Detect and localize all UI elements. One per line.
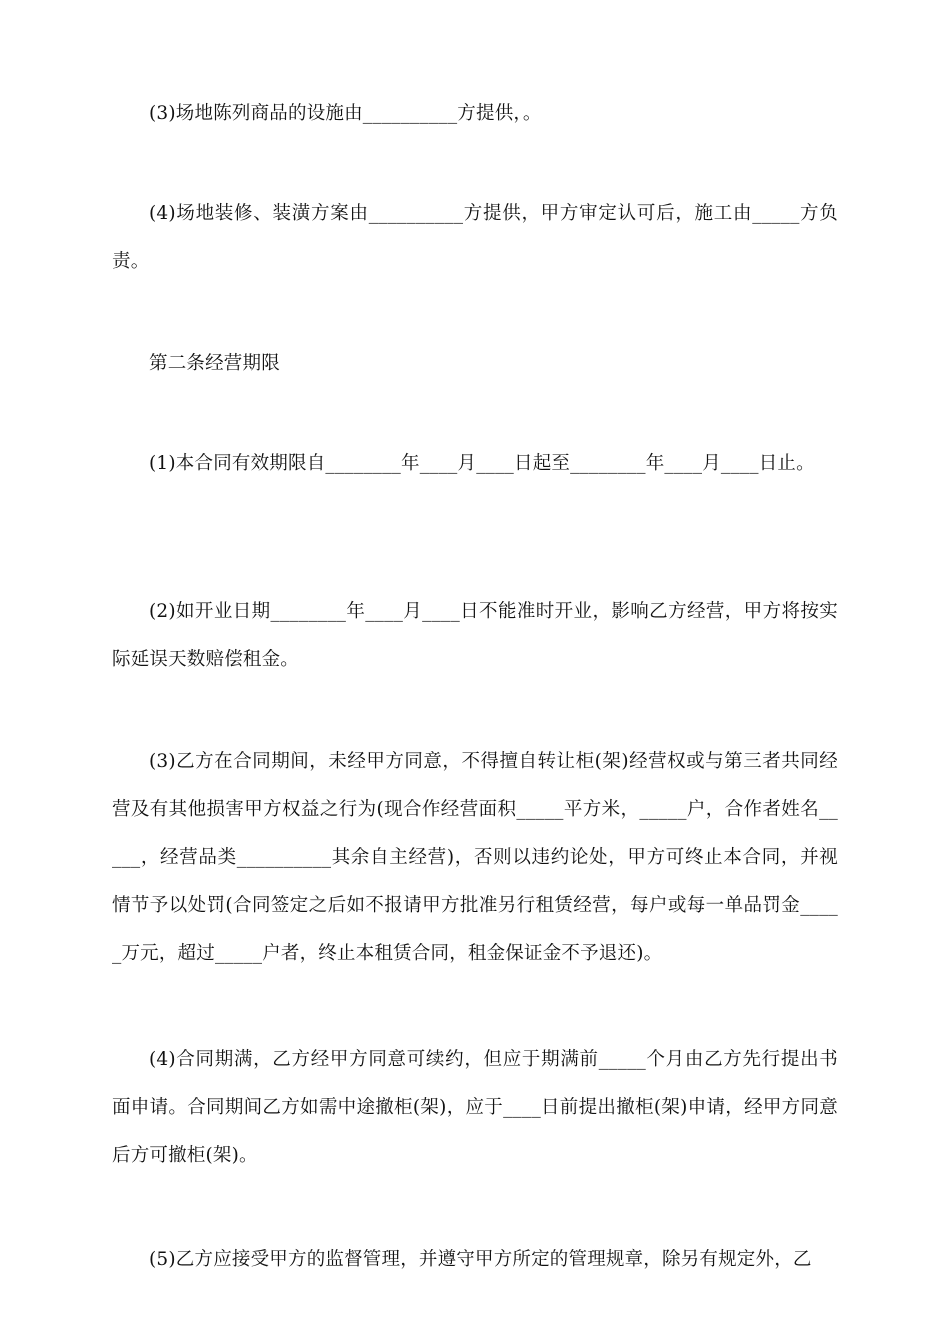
clause-paragraph: (3)乙方在合同期间，未经甲方同意，不得擅自转让柜(架)经营权或与第三者共同经营及有其他损害甲方权益之行为(现合作经营面积_____平方米，_____户，合作者姓名_____，经营品类__________其余自主经营)，否则以违约论处，甲方可终止本合同，并视情节予以处罚(合同签定之后如不报请甲方批准另行租赁经营，每户或每一单品罚金_____万元，超过_____户者，终止本租赁合同，租金保证金不予退还)。 bbox=[112, 751, 838, 964]
clause-paragraph: (2)如开业日期________年____月____日不能准时开业，影响乙方经营，甲方将按实际延误天数赔偿租金。 bbox=[112, 601, 838, 670]
clause-paragraph: (4)场地装修、装潢方案由__________方提供，甲方审定认可后，施工由_____方负责。 bbox=[112, 203, 838, 272]
clause-paragraph: (3)场地陈列商品的设施由__________方提供，。 bbox=[149, 103, 542, 124]
clause-paragraph: (4)合同期满，乙方经甲方同意可续约，但应于期满前_____个月由乙方先行提出书面申请。合同期间乙方如需中途撤柜(架)，应于____日前提出撤柜(架)申请，经甲方同意后方可撤柜(架)。 bbox=[112, 1049, 838, 1166]
clause-paragraph: (1)本合同有效期限自________年____月____日起至________年____月____日止。 bbox=[149, 453, 815, 474]
clause-paragraph: (5)乙方应接受甲方的监督管理，并遵守甲方所定的管理规章，除另有规定外，乙 bbox=[149, 1249, 812, 1270]
section-heading: 第二条经营期限 bbox=[149, 353, 280, 374]
